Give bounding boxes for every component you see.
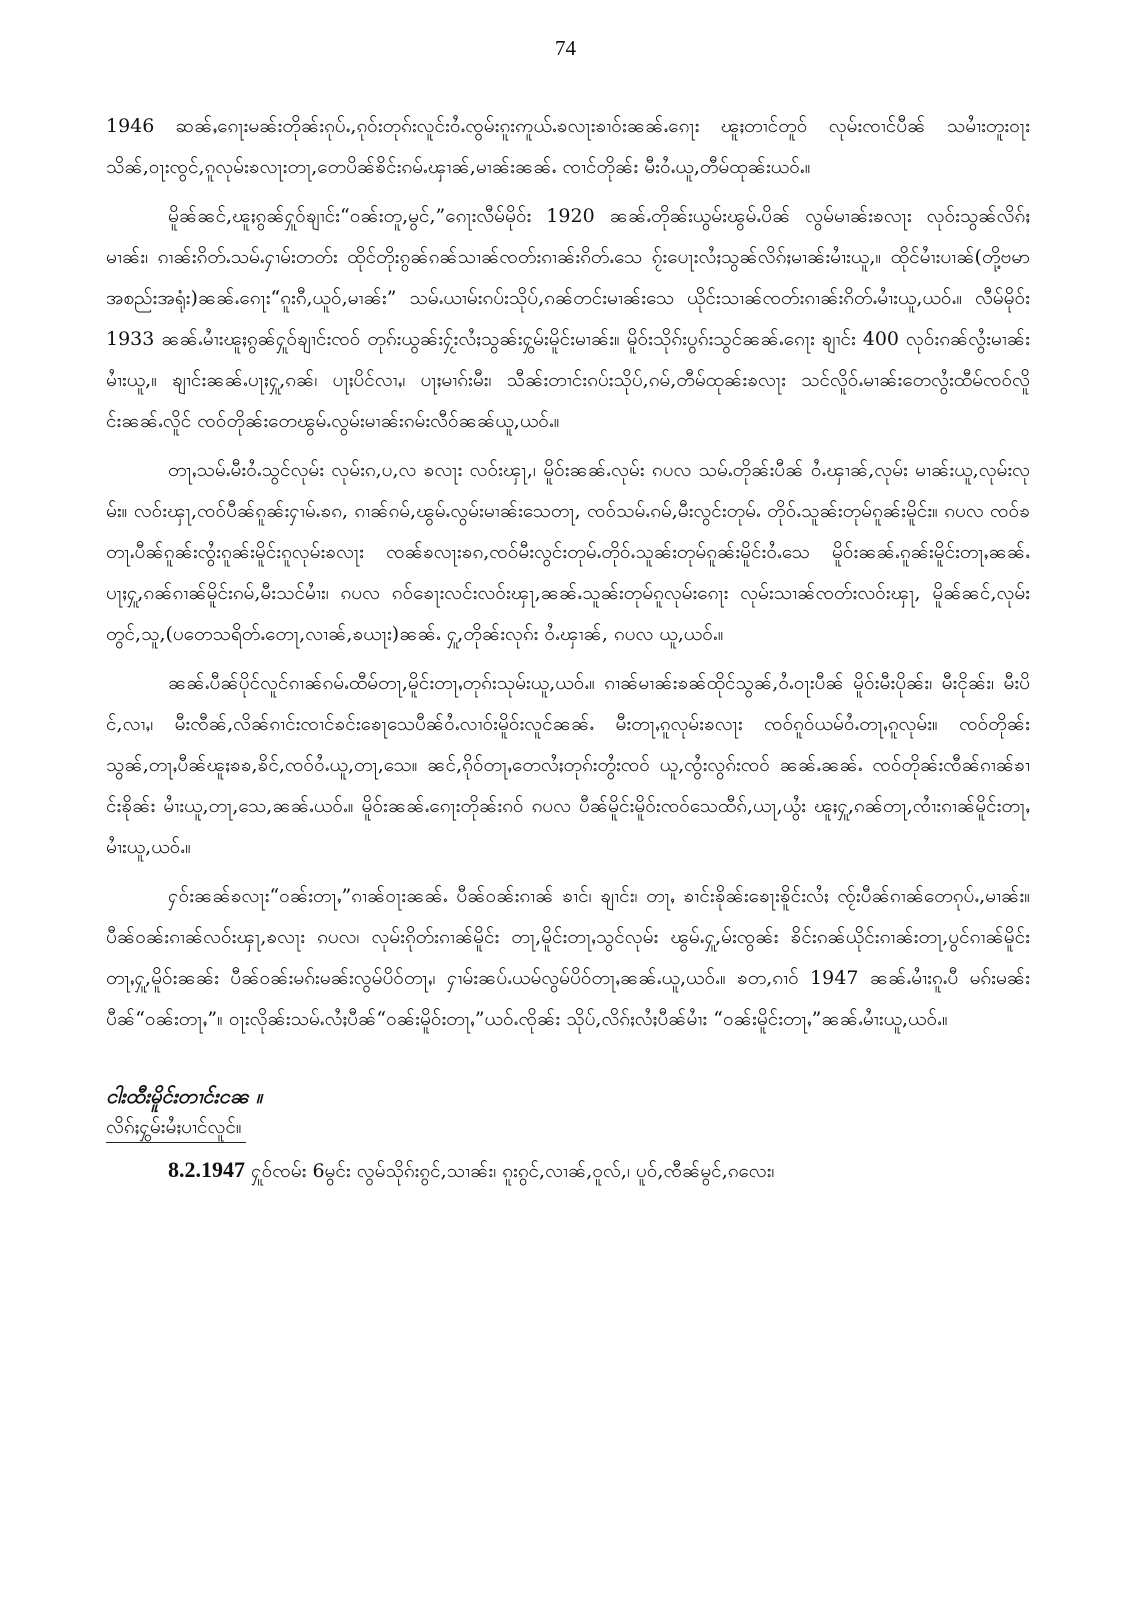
final-line bbox=[106, 1153, 1030, 1188]
final-date: 8.2.1947 bbox=[168, 1157, 245, 1182]
paragraph-4: ၼၼ်ႉပီၼ်ပိုင်လူင်ၵၢၼ်ၵမ်ႉထီမ်တႃ,မိူင်းတႃႇတုၵ်းသုမ်းယူ,ယဝ်ႉ။ ၵၢၼ်မၢၼ်းၶၼ်ထိုင်သွၼ်,ဝႆႉဝႃးပီၼ် မိူဝ်းမီးပိုၼ်း၊ မီးငိုၼ်း၊ မီးပိင်,လၢႇ၊ မီးၸီၼ်,လိၼ်ၵၢင်းၸၢင်ၶင်းၶေႃသေပီၼ်ဝႆႉလၢဝ်းမိူဝ်းလူင်ၼၼ်ႉ မီးတႃႇၵူလုမ်းၶလႃး ၸဝ်ၵူဝ်ယမ်ဝႆႉတႃႇၵူလုမ်း။ ၸဝ်တိုၼ်းသွၼ်,တႃႇပီၼ်ၽူႈၶၶ,ၶိင်,ၸဝ်ဝႆႉယူ,တႃ,သေ။ ၼင်,ၵိုဝ်တႃႇတေလႆႈတုၵ်းတွႆးၸဝ် ယူ,ၸွႆးလွၵ်းၸဝ် ၼၼ်ႉၼၼ်ႉ ၸဝ်တိုၼ်းၸီၼ်ၵၢၼ်ၶၢင်းၶိုၼ်း မၢႆးယူ,တႃ,သေ,ၼၼ်ႉယဝ်ႉ။ မိူဝ်းၼၼ်ႉၵေႃးတိုၼ်းၵဝ် ၵပလ ပီၼ်မိူင်းမိူဝ်းၸဝ်သေထီၵ်,ယႃ,ယွႆး ၽူႈႁူ,ၵၼ်တႃ,ၸၢႆးၵၢၼ်မိူင်းတႃႇမၢႆးယူ,ယဝ်ႉ။ bbox=[106, 672, 1030, 858]
paragraph-1: 1946 ဆၼ်ႇၵေႃးမၼ်းတိုၼ်းၵုပ်ႉ,ၵုဝ်းတုၵ်းလူင်းဝႆႉၸွမ်းၵူးဢူယ်ႉၶလႃးၶၢဝ်းၼၼ်ႉၵေႃး ၽူႈတၢင်တူဝ် လုမ်းၸၢင်ပီၼ် သမၢႆးတူးဝႃးသိၼ်,ဝႃးၸွင်,ၵူလုမ်းၶလႃးတႃ,တေပိၼ်ၶိင်းၵမ်ႉၾၢၼ်,မၢၼ်းၼၼ်ႉ ၸၢင်တိုၼ်း မီးဝႆႉယူ,တီမ်ထုၼ်းယဝ်ႉ။ bbox=[106, 115, 1030, 178]
document-body bbox=[106, 106, 1030, 1188]
paragraph-2: မိူၼ်ၼင်,ၽူႈၵွၼ်ႁူဝ်ၶျၢင်း“ဝၼ်းတူ,မွင်,”ၵေႃးလီမ်မိုဝ်း 1920 ၼၼ်ႉတိုၼ်းယွမ်းၽွမ်ႉပိၼ် လွမ်မၢၼ်းၶလႃး လုဝ်းသွၼ်လိၵ်ႈမၢၼ်း၊ ၵၢၼ်းၵိတ်ႉသမ်ႉႁၢမ်းတတ်း ထိုင်တိုးၵွၼ်ၵၼ်သၢၼ်ၸတ်းၵၢၼ်းၵိတ်ႉသေ ၵႂ်းပေႃးလႆႈသွၼ်လိၵ်ႈမၢၼ်းမၢႆးယူ,။ ထိုင်မၢႆးပၢၼ်(တို့ဗမာအစည်းအရုံး)ၼၼ်ႉၵေႃး“ၵူးၵီ,ယူဝ်,မၢၼ်း” သမ်ႉယၢမ်းၵပ်းသိုပ်,ၵၼ်တင်းမၢၼ်းသေ ယိုင်းသၢၼ်ၸတ်းၵၢၼ်းၵိတ်ႉမၢႆးယူ,ယဝ်ႉ။ လီမ်မိုဝ်း 1933 ၼၼ်ႉမၢႆးၽူႈၵွၼ်ႁူဝ်ၶျၢင်းၸဝ် တုၵ်းယွၼ်းႁႂ်းလႆႈသွၼ်းႁွမ်းမိူင်းမၢၼ်း။ မိူဝ်းသိုၵ်းပွၵ်းသွင်ၼၼ်ႉၵေႃး ၶျၢင်း 400 လုဝ်းၵၼ်လွႆးမၢၼ်းမၢႆးယူ,။ ၶျၢင်းၼၼ်ႉပႃႈႁူ,ၵၼ်၊ ပႃႈပိင်လၢႇ၊ ပႃႈမၢၵ်းမီး၊ သီၼ်းတၢင်းၵပ်းသိုပ်,ၵမ်,တီမ်ထုၼ်းၶလႃး သင်လိူဝ်ႉမၢၼ်းတေလွႆးထီမ်ၸဝ်လိူင်းၼၼ်ႉလိူင် ၸဝ်တိုၼ်းတေၽွမ်ႉလွမ်းမၢၼ်းၵမ်းလီဝ်ၼၼ်ယူ,ယဝ်ႉ။ bbox=[106, 205, 1030, 432]
section-subheading: လိၵ်ႈႁွမ်းမႆႈပၢင်လူင်။ bbox=[106, 1112, 246, 1143]
paragraph-5: ႁဝ်းၼၼ်ၶလႃး“ဝၼ်းတႃႇ”ၵၢၼ်ဝႃးၼၼ်ႉ ပီၼ်ဝၼ်းၵၢၼ် ၶၢင်၊ ၶျၢင်း၊ တႃႇ ၶၢင်းၶိုၼ်းၶေႃးၶိူင်းလႆႈ ၸႂ်းပီၼ်ၵၢၼ်တေၵုပ်ႉ,မၢၼ်း။ ပီၼ်ဝၼ်းၵၢၼ်လဝ်းၾႃ,ၶလႃး ၵပလ၊ လုမ်းၵိုတ်းၵၢၼ်မိူင်း တႃ,မိူင်းတႃႇသွင်လုမ်း ၽွမ်ႉႁူ,မ်းၸွၼ်း ၶိင်းၵၼ်ယိုင်းၵၢၼ်းတႃ,ပွင်ၵၢၼ်မိူင်းတႃႇႁူ,မိူဝ်းၼၼ်း ပီၼ်ဝၼ်းမၵ်းမၼ်းလွမ်ပိဝ်တႃႇ၊ ႁၢမ်းၼပ်ႉယမ်လွမ်ပိဝ်တႃႇၼၼ်ႉယူ,ယဝ်ႉ။ ၶတ,ၵၢဝ် 1947 ၼၼ်ႉမၢႆးၵူႉပီ မၵ်းမၼ်းပီၼ်“ဝၼ်းတႃႇ”။ ဝႃးလိုၼ်းသမ်ႉလႆႈပီၼ်“ဝၼ်းမိူဝ်းတႃႇ”ယဝ်ႉၸိုၼ်း သိုပ်,လိၵ်ႈလႆႈပီၼ်မၢႆး “ဝၼ်းမိူင်းတႃႇ”ၼၼ်ႉမၢႆးယူ,ယဝ်ႉ။ bbox=[106, 885, 1030, 1030]
paragraph-3: တႃႇသမ်ႉမီးဝႆႉသွင်လုမ်း လုမ်းၵ,ပ,လ ၶလႃး လဝ်းၾႃ,၊ မိူဝ်းၼၼ်ႉလုမ်း ၵပလ သမ်ႉတိုၼ်းပီၼ် ဝႆႉၾၢၼ်,လုမ်း မၢၼ်းယူ,လုမ်းလုမ်း။ လဝ်းၾႃ,ၸဝ်ပီၼ်ၵူၼ်းႁၢမ်ႉၶၵ, ၵၢၼ်ၵမ်,ၽွမ်ႉလွမ်းမၢၼ်းသေတႃ, ၸဝ်သမ်ႉၵမ်,မီးလွင်းတုမ်ႉ တိုဝ်ႉသူၼ်းတုမ်ၵူၼ်းမိူင်း။ ၵပလ ၸဝ်ၶတႃႉပီၼ်ၵူၼ်းၸွႆးၵူၼ်းမိူင်းၵူလုမ်းၶလႃး ၸၼ်ၶလႃးၶၵ,ၸဝ်မီးလွင်းတုမ်ႉတိုဝ်ႉသူၼ်းတုမ်ၵူၼ်းမိူင်းဝႆႉသေ မိူဝ်းၼၼ်ႉၵူၼ်းမိူင်းတႃႇၼၼ်ႉ ပႃႈႁူ,ၵၼ်ၵၢၼ်မိူင်းၵမ်,မီးသင်မၢႆး၊ ၵပလ ၵဝ်ၶေႃးလင်းလဝ်းၾႃ,ၼၼ်ႉသူၼ်းတုမ်ၵူလုမ်းၵေႃး လုမ်းသၢၼ်ၸတ်းလဝ်းၾႃ, မိူၼ်ၼင်,လုမ်းတွင်,သူ,(ပတေသရိတ်ႉတေႃ,လၢၼ်,ၶယႃး)ၼၼ်ႉ ႁူ,တိုၼ်းလုၵ်း ဝႆႉၾၢၼ်, ၵပလ ယူ,ယဝ်ႉ။ bbox=[106, 459, 1030, 645]
final-text: ႁူဝ်ၸမ်း 6မွင်း လွမ်သိုၵ်းၵွင်,သၢၼ်း၊ ၵူးၵွင်,လၢၼ်,ဝူလ်,၊ ပူဝ်,ၸီၼ်မွင်,ၵလေး၊ bbox=[251, 1160, 775, 1182]
section-heading: ငါးထီးမိူင်းတၢင်းငၼ ။ bbox=[106, 1084, 263, 1108]
page-number: 74 bbox=[555, 36, 576, 60]
